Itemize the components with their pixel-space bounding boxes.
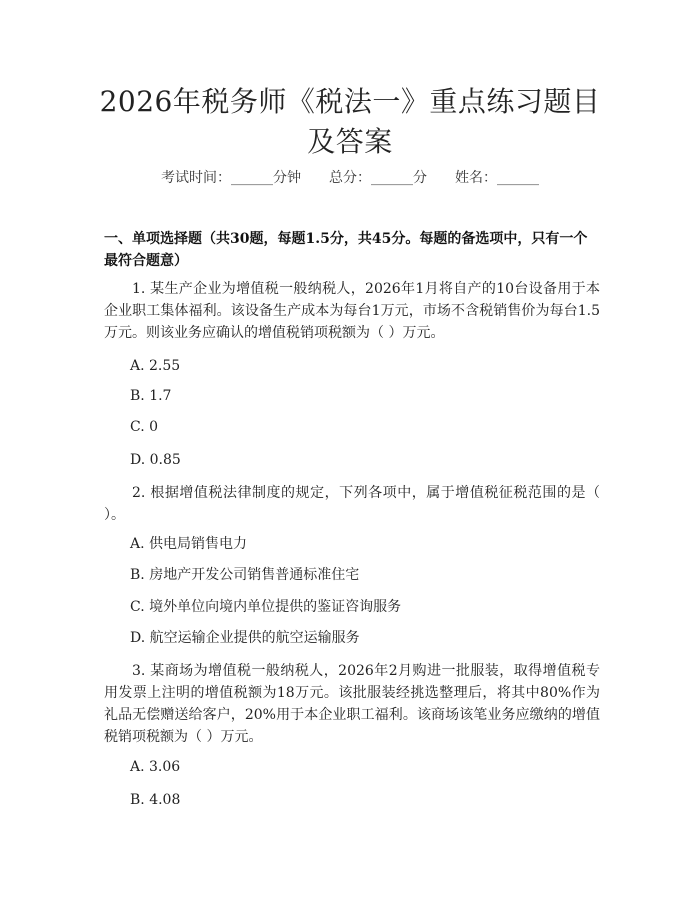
question-1-stem: 1. 某生产企业为增值税一般纳税人，2026年1月将自产的10台设备用于本企业职工集体福利。该设备生产成本为每台1万元，市场不含税销售价为每台1.5万元。则该业务应确认的增值税销项税额为（ ）万元。	[104, 281, 600, 341]
question-1-option-a: A. 2.55	[130, 358, 181, 374]
document-title: 2026年税务师《税法一》重点练习题目及答案	[99, 85, 601, 158]
question-3-stem: 3. 某商场为增值税一般纳税人，2026年2月购进一批服装，取得增值税专用发票上注明的增值税额为18万元。该批服装经挑选整理后，将其中80%作为礼品无偿赠送给客户，20%用于本企业职工福利。该商场该笔业务应缴纳的增值税销项税额为（ ）万元。	[104, 663, 600, 745]
question-1-option-b: B. 1.7	[130, 388, 172, 404]
question-2-option-d: D. 航空运输企业提供的航空运输服务	[130, 630, 360, 646]
question-2-option-b: B. 房地产开发公司销售普通标准住宅	[130, 567, 360, 583]
total-score-field: 总分：______分	[329, 170, 427, 186]
question-2-stem: 2. 根据增值税法律制度的规定，下列各项中，属于增值税征税范围的是（ ）。	[104, 485, 600, 523]
name-field: 姓名：______	[455, 170, 539, 186]
question-1-option-d: D. 0.85	[130, 452, 181, 468]
question-1-option-c: C. 0	[130, 419, 159, 435]
section-heading: 一、单项选择题（共30题，每题1.5分，共45分。每题的备选项中，只有一个最符合题意）	[104, 231, 588, 269]
exam-info-line	[0, 168, 700, 188]
question-3-option-a: A. 3.06	[130, 759, 181, 775]
question-2-option-a: A. 供电局销售电力	[130, 536, 248, 552]
exam-time-field: 考试时间：______分钟	[161, 170, 301, 186]
question-2-option-c: C. 境外单位向境内单位提供的鉴证咨询服务	[130, 599, 402, 615]
question-3-option-b: B. 4.08	[130, 792, 181, 808]
